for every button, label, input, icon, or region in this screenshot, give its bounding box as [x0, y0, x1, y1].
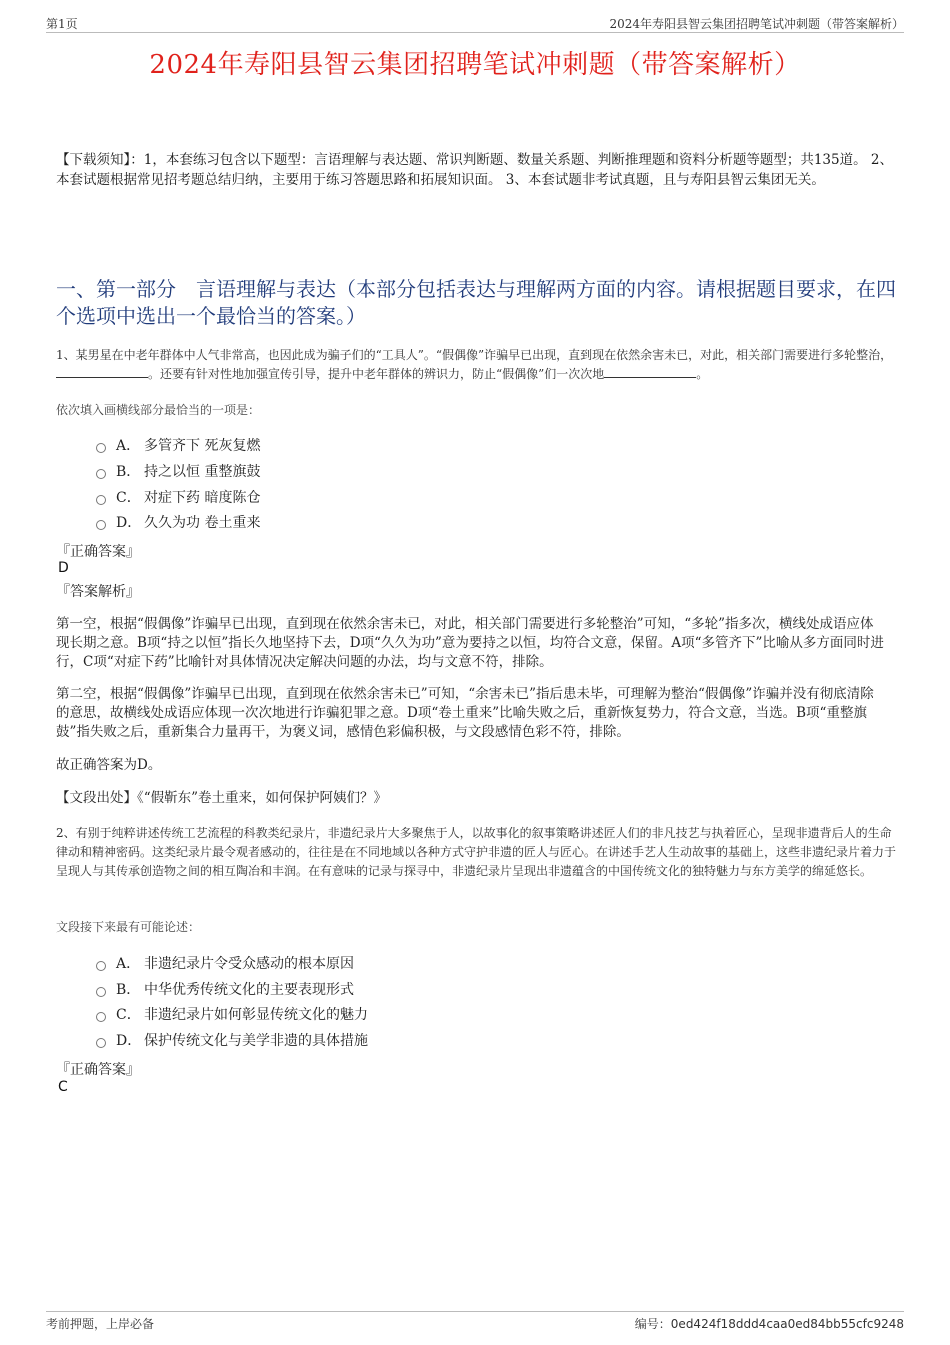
page-number: 第1页: [46, 17, 78, 31]
radio-icon[interactable]: [96, 1012, 106, 1022]
option-text: 对症下药 暗度陈仓: [144, 490, 261, 506]
analysis-paragraph: 第一空，根据“假偶像”诈骗早已出现，直到现在依然余害未已，对此，相关部门需要进行多轮整治”可知，“多轮”指多次，横线处成语应体现长期之意。B项“持之以恒”指长久地坚持下去，D项“久久为功”意为要持之以恒，均符合文意，保留。A项“多管齐下”比喻从多方面同时进行，C项“对症下药”比喻针对具体情况决定解决问题的办法，均与文意不符，排除。: [56, 616, 884, 670]
option-letter: B．: [116, 982, 141, 998]
question-1-text-part: 。: [696, 367, 709, 381]
page-footer: [46, 1311, 904, 1332]
footer-slogan: 考前押题，上岸必备: [46, 1317, 155, 1331]
question-1-prompt: 依次填入画横线部分最恰当的一项是：: [56, 403, 261, 417]
radio-icon[interactable]: [96, 469, 106, 479]
answer-blank: [56, 365, 148, 378]
option-text: 非遗纪录片令受众感动的根本原因: [144, 956, 354, 972]
q2-option-d[interactable]: [96, 1030, 368, 1052]
option-letter: D．: [116, 1033, 142, 1049]
radio-icon[interactable]: [96, 495, 106, 505]
q1-option-c[interactable]: [96, 487, 260, 509]
option-text: 多管齐下 死灰复燃: [144, 438, 261, 454]
correct-answer: C: [58, 1079, 68, 1095]
q1-option-d[interactable]: [96, 512, 260, 534]
header-doc-title: 2024年寿阳县智云集团招聘笔试冲刺题（带答案解析）: [609, 17, 904, 31]
page-title: 2024年寿阳县智云集团招聘笔试冲刺题（带答案解析）: [149, 50, 801, 80]
analysis-conclusion: 故正确答案为D。: [56, 757, 162, 773]
analysis-label: 『答案解析』: [56, 584, 140, 600]
document-code: [635, 1315, 904, 1332]
q1-option-b[interactable]: [96, 461, 260, 483]
option-letter: A．: [116, 438, 141, 454]
answer-blank: [604, 365, 696, 378]
option-letter: C．: [116, 490, 141, 506]
option-text: 保护传统文化与美学非遗的具体措施: [144, 1033, 368, 1049]
radio-icon[interactable]: [96, 987, 106, 997]
q2-option-b[interactable]: [96, 979, 354, 1001]
correct-answer-label: 『正确答案』: [56, 544, 140, 560]
option-text: 非遗纪录片如何彰显传统文化的魅力: [144, 1007, 368, 1023]
question-1-text: [56, 346, 898, 384]
code-label: 编号：: [634, 1317, 671, 1331]
question-1-text-part: 。还要有针对性地加强宣传引导，提升中老年群体的辨识力，防止“假偶像”们一次次地: [148, 367, 605, 381]
correct-answer: D: [58, 560, 69, 576]
option-letter: A．: [116, 956, 141, 972]
radio-icon[interactable]: [96, 520, 106, 530]
correct-answer-label: 『正确答案』: [56, 1062, 140, 1078]
analysis-paragraph: 第二空，根据“假偶像”诈骗早已出现，直到现在依然余害未已”可知，“余害未已”指后患未毕，可理解为整治“假偶像”诈骗并没有彻底清除的意思，故横线处成语应体现一次次地进行诈骗犯罪之意。D项“卷土重来”比喻失败之后，重新恢复势力，符合文意，当选。B项“重整旗鼓”指失败之后，重新集合力量再干，为褒义词，感情色彩偏积极，与文段感情色彩不符，排除。: [56, 686, 874, 740]
q2-option-a[interactable]: [96, 953, 354, 975]
q1-option-a[interactable]: [96, 435, 260, 457]
option-letter: B．: [116, 464, 141, 480]
radio-icon[interactable]: [96, 961, 106, 971]
option-letter: D．: [116, 515, 142, 531]
section-heading: 一、第一部分 言语理解与表达（本部分包括表达与理解两方面的内容。请根据题目要求，在四个选项中选出一个最恰当的答案。）: [56, 277, 896, 328]
radio-icon[interactable]: [96, 1038, 106, 1048]
option-text: 久久为功 卷土重来: [144, 515, 261, 531]
page-header: [46, 14, 904, 33]
question-2-text: 2、有别于纯粹讲述传统工艺流程的科教类纪录片，非遗纪录片大多聚焦于人，以故事化的叙事策略讲述匠人们的非凡技艺与执着匠心，呈现非遗背后人的生命律动和精神密码。这类纪录片最令观者感动的，往往是在不同地域以各种方式守护非遗的匠人与匠心。在讲述手艺人生动故事的基础上，这些非遗纪录片着力于呈现人与其传承创造物之间的相互陶冶和丰润。在有意味的记录与探寻中，非遗纪录片呈现出非遗蕴含的中国传统文化的独特魅力与东方美学的绵延悠长。: [56, 826, 897, 878]
option-text: 中华优秀传统文化的主要表现形式: [144, 982, 354, 998]
code-value: 0ed424f18ddd4caa0ed84bb55cfc9248: [670, 1317, 904, 1331]
q2-option-c[interactable]: [96, 1004, 368, 1026]
download-notice: 【下载须知】：1，本套练习包含以下题型：言语理解与表达题、常识判断题、数量关系题、判断推理题和资料分析题等题型；共135道。 2、本套试题根据常见招考题总结归纳，主要用于练习答题思路和拓展知识面。 3、本套试题非考试真题，且与寿阳县智云集团无关。: [56, 152, 893, 188]
question-2-prompt: 文段接下来最有可能论述：: [56, 920, 201, 934]
question-1-text-part: 1、某男星在中老年群体中人气非常高，也因此成为骗子们的“工具人”。“假偶像”诈骗早已出现，直到现在依然余害未已，对此，相关部门需要进行多轮整治，: [56, 348, 893, 362]
source-citation: 【文段出处】《“假靳东”卷土重来，如何保护阿姨们？》: [56, 790, 388, 806]
option-text: 持之以恒 重整旗鼓: [144, 464, 261, 480]
option-letter: C．: [116, 1007, 141, 1023]
radio-icon[interactable]: [96, 443, 106, 453]
